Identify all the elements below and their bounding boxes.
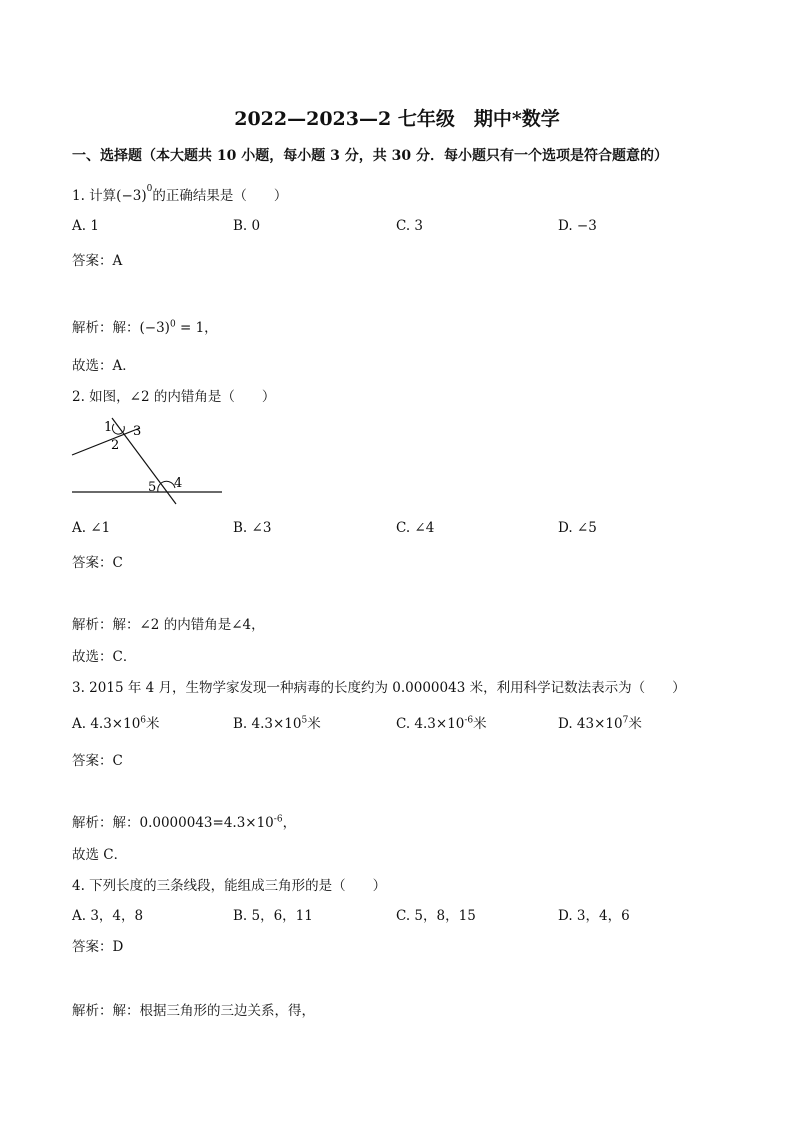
q3-option-b-unit: 米 (307, 716, 321, 732)
q1-option-d: D. −3 (558, 218, 597, 234)
q4-analysis: 解析：解：根据三角形的三边关系，得， (72, 1003, 315, 1019)
q1-answer: 答案：A (72, 253, 123, 269)
q3-option-d-exp: 7 (622, 715, 629, 726)
angle-figure (60, 410, 240, 510)
figure-transversal (112, 418, 176, 504)
q3-conclusion: 故选 C． (72, 847, 128, 863)
q2-option-b: B. ∠3 (233, 520, 272, 536)
q3-option-a-exp: 6 (140, 715, 147, 726)
q3-option-b-base: B. 4.3×10 (233, 716, 302, 732)
q3-option-c-unit: 米 (473, 716, 487, 732)
figure-label-1: 1 (104, 420, 113, 435)
q1-expr-exp: 0 (146, 183, 153, 194)
q2-answer: 答案：C (72, 555, 123, 571)
q1-analysis-prefix: 解析：解： (72, 320, 140, 336)
q1-expr-base: (−3) (116, 188, 147, 204)
q1-analysis-suffix: = 1， (175, 320, 218, 336)
q4-option-b: B. 5，6，11 (233, 908, 313, 924)
q2-option-d: D. ∠5 (558, 520, 597, 536)
page-title: 2022—2023—2 七年级 期中*数学 (234, 108, 560, 130)
q3-option-c (396, 712, 487, 732)
question-1-stem (72, 184, 287, 204)
q4-option-d: D. 3，4，6 (558, 908, 630, 924)
q1-analysis-base: (−3) (139, 320, 170, 336)
q1-prefix: 1. 计算 (72, 188, 117, 204)
q4-answer: 答案：D (72, 939, 124, 955)
figure-label-4: 4 (174, 476, 183, 491)
q3-option-a-unit: 米 (146, 716, 160, 732)
q3-option-b (233, 712, 321, 732)
q2-analysis: 解析：解：∠2 的内错角是∠4， (72, 617, 265, 633)
q1-conclusion: 故选：A． (72, 358, 136, 374)
q3-analysis-base: 解析：解：0.0000043=4.3×10 (72, 815, 274, 831)
q3-analysis-exp: -6 (273, 814, 283, 825)
q3-analysis (72, 811, 296, 831)
q1-option-a: A. 1 (72, 218, 99, 234)
q4-option-c: C. 5，8，15 (396, 908, 476, 924)
q4-option-a: A. 3，4，8 (72, 908, 144, 924)
q3-analysis-suffix: ， (282, 815, 297, 831)
q3-option-d-unit: 米 (628, 716, 642, 732)
q3-option-c-exp: -6 (464, 715, 474, 726)
figure-label-5: 5 (148, 480, 157, 495)
q2-option-c: C. ∠4 (396, 520, 435, 536)
figure-label-3: 3 (133, 424, 142, 439)
question-2-stem: 2. 如图，∠2 的内错角是（ ） (72, 389, 276, 405)
q1-analysis (72, 316, 218, 336)
q1-analysis-exp: 0 (169, 319, 176, 330)
q2-conclusion: 故选：C． (72, 649, 137, 665)
q1-option-b: B. 0 (233, 218, 261, 234)
figure-label-2: 2 (111, 438, 120, 453)
q1-option-c: C. 3 (396, 218, 424, 234)
q3-option-d-base: D. 43×10 (558, 716, 623, 732)
q3-option-d (558, 712, 642, 732)
q2-option-a: A. ∠1 (72, 520, 111, 536)
q3-option-a (72, 712, 160, 732)
q3-answer: 答案：C (72, 753, 123, 769)
q3-option-a-base: A. 4.3×10 (72, 716, 141, 732)
question-3-stem: 3. 2015 年 4 月，生物学家发现一种病毒的长度约为 0.0000043 米，利用科学记数法表示为（ ） (72, 680, 686, 696)
q1-suffix: 的正确结果是（ ） (152, 188, 288, 204)
q3-option-b-exp: 5 (301, 715, 308, 726)
angle-arc-1-3 (112, 424, 124, 434)
question-4-stem: 4. 下列长度的三条线段，能组成三角形的是（ ） (72, 878, 387, 894)
q3-option-c-base: C. 4.3×10 (396, 716, 465, 732)
section-heading: 一、选择题（本大题共 10 小题，每小题 3 分，共 30 分．每小题只有一个选项是符合题意的） (72, 148, 668, 164)
q1-expression (116, 183, 153, 204)
